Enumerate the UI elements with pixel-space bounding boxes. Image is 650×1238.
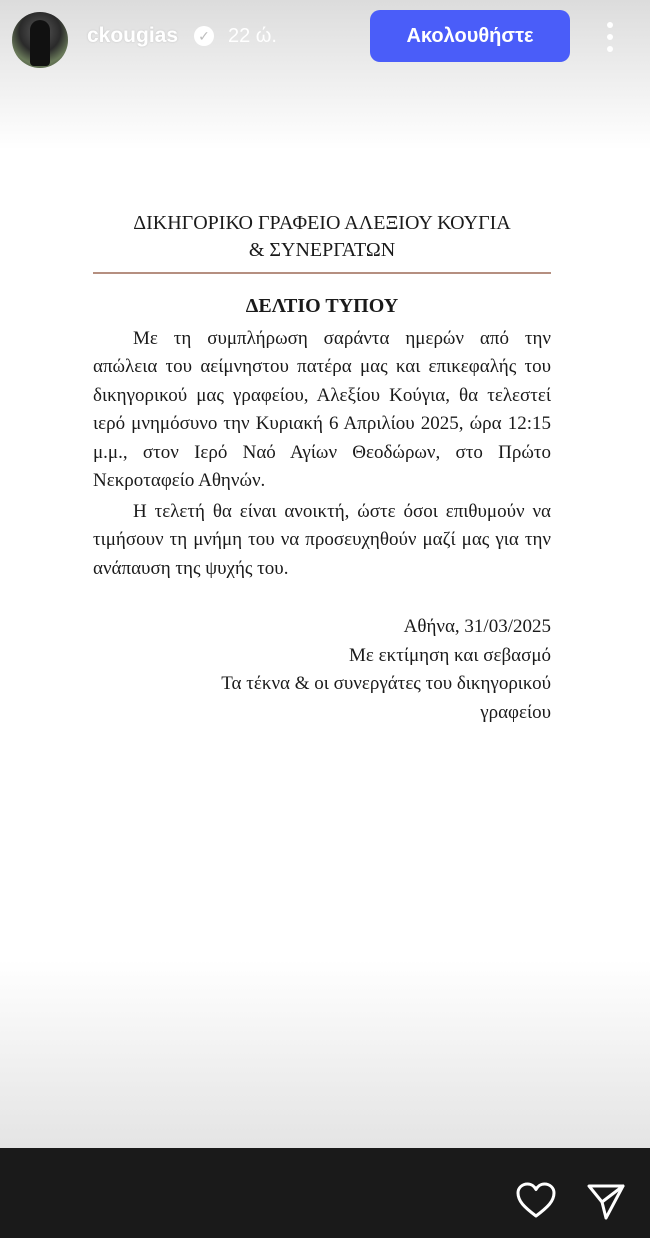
verified-badge-icon: ✓: [194, 26, 214, 46]
bottom-gradient: [0, 960, 650, 1148]
signature-line1: Τα τέκνα & οι συνεργάτες του δικηγορικού: [221, 673, 551, 694]
document-title: ΔΕΛΤΙΟ ΤΥΠΟΥ: [245, 295, 399, 317]
firm-name-line1: ΔΙΚΗΓΟΡΙΚΟ ΓΡΑΦΕΙΟ ΑΛΕΞΙΟΥ ΚΟΥΓΙΑ: [133, 212, 511, 234]
signoff: [93, 613, 551, 727]
closing-line: Με εκτίμηση και σεβασμό: [349, 644, 551, 666]
paragraph-memorial: Με τη συμπλήρωση σαράντα ημερών από την απώλεια του αείμνηστου πατέρα μας και επικεφαλής του δικηγορικού μας γραφείου, Αλεξίου Κούγια, θα τελεστεί ιερό μνημόσυνο την Κυριακή 6 Απριλίου 2025, ώρα 12:15 μ.μ., στον Ιερό Ναό Αγίων Θεοδώρων, στο Πρώτο Νεκροταφείο Αθηνών.: [93, 327, 551, 491]
post-time: 22 ώ.: [228, 25, 277, 47]
username[interactable]: ckougias: [87, 24, 179, 47]
header-divider: [93, 272, 551, 274]
heart-icon[interactable]: [514, 1180, 558, 1220]
place-date: Αθήνα, 31/03/2025: [403, 616, 551, 637]
send-icon[interactable]: [584, 1180, 628, 1222]
paragraph-ceremony: Η τελετή θα είναι ανοικτή, ώστε όσοι επιθυμούν να τιμήσουν τη μνήμη του να προσευχηθούν μαζί μας για την ανάπαυση της ψυχής του.: [93, 500, 551, 579]
firm-name-line2: & ΣΥΝΕΡΓΑΤΩΝ: [248, 239, 396, 261]
more-vertical-icon[interactable]: [598, 18, 622, 56]
signature-line2: γραφείου: [480, 701, 551, 723]
avatar[interactable]: [12, 12, 68, 68]
story-header: [0, 0, 650, 80]
press-release-document: [93, 210, 551, 727]
follow-button[interactable]: Ακολουθήστε: [370, 10, 570, 62]
avatar-person-icon: [30, 20, 50, 66]
